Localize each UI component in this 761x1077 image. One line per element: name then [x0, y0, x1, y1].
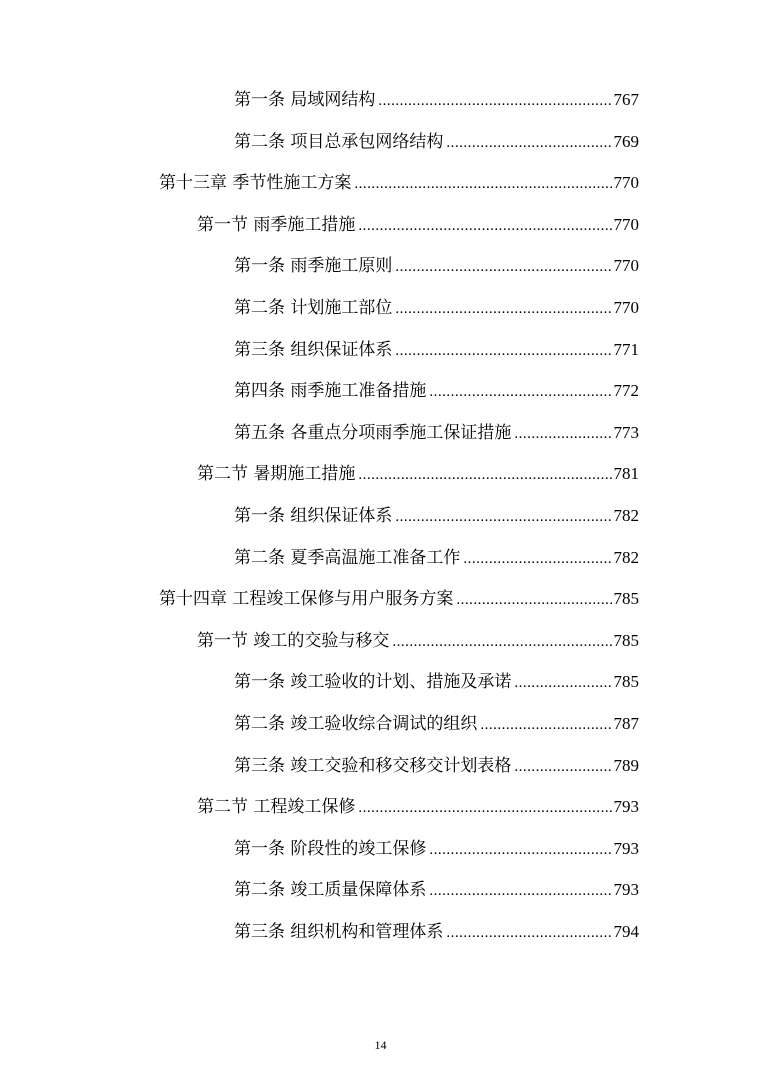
toc-entry-page: 782 — [613, 506, 639, 525]
toc-entry-title: 第二条 计划施工部位 — [234, 298, 393, 318]
toc-entry[interactable] — [197, 462, 639, 487]
toc-entry[interactable] — [234, 379, 639, 404]
page-number: 14 — [374, 1038, 387, 1052]
toc-entry-title: 第三条 组织保证体系 — [234, 339, 393, 360]
toc-entry-title: 第三条 竣工交验和移交移交计划表格 — [234, 755, 512, 776]
toc-entry-page: 771 — [613, 339, 639, 359]
toc-entry-title: 第一条 雨季施工原则 — [234, 256, 393, 277]
toc-dot-leader — [463, 547, 611, 571]
toc-dot-leader — [429, 380, 611, 404]
toc-entry[interactable] — [234, 296, 639, 321]
toc-dot-leader — [480, 713, 611, 737]
toc-dot-leader — [456, 588, 611, 612]
toc-entry[interactable] — [234, 421, 639, 446]
toc-entry[interactable] — [234, 920, 639, 945]
toc-entry[interactable] — [234, 754, 639, 779]
toc-entry-title: 第二条 竣工验收综合调试的组织 — [234, 714, 478, 734]
toc-dot-leader — [446, 131, 611, 155]
toc-dot-leader — [354, 172, 611, 196]
toc-entry[interactable] — [159, 587, 639, 612]
toc-dot-leader — [395, 297, 611, 321]
toc-entry-title: 第一节 雨季施工措施 — [197, 214, 356, 235]
toc-entry[interactable] — [234, 712, 639, 737]
toc-entry-page: 767 — [613, 90, 639, 109]
toc-dot-leader — [429, 879, 611, 903]
toc-entry[interactable] — [197, 795, 639, 820]
toc-entry-title: 第二节 暑期施工措施 — [197, 464, 356, 485]
toc-entry-title: 第一条 竣工验收的计划、措施及承诺 — [234, 672, 512, 693]
toc-entry-title: 第十四章 工程竣工保修与用户服务方案 — [159, 589, 454, 610]
toc-entry-title: 第二条 夏季高温施工准备工作 — [234, 547, 461, 568]
toc-entry[interactable] — [197, 213, 639, 238]
toc-entry-page: 782 — [613, 547, 639, 567]
toc-entry-title: 第三条 组织机构和管理体系 — [234, 922, 444, 942]
toc-dot-leader — [358, 463, 611, 487]
toc-entry[interactable] — [234, 254, 639, 279]
toc-entry-page: 785 — [613, 589, 639, 609]
toc-entry-page: 769 — [613, 131, 639, 151]
toc-dot-leader — [395, 505, 611, 529]
toc-entry-page: 770 — [613, 298, 639, 317]
toc-entry[interactable] — [234, 130, 639, 155]
toc-dot-leader — [378, 89, 611, 113]
toc-entry-title: 第一条 局域网结构 — [234, 90, 376, 110]
toc-entry[interactable] — [234, 504, 639, 529]
toc-entry[interactable] — [234, 546, 639, 571]
toc-entry-title: 第二条 竣工质量保障体系 — [234, 880, 427, 901]
toc-dot-leader — [446, 921, 611, 945]
toc-entry-title: 第一条 阶段性的竣工保修 — [234, 838, 427, 859]
toc-entry-title: 第五条 各重点分项雨季施工保证措施 — [234, 422, 512, 443]
toc-entry-page: 770 — [613, 214, 639, 234]
toc-entry-title: 第二节 工程竣工保修 — [197, 797, 356, 818]
toc-entry-page: 789 — [613, 755, 639, 775]
toc-dot-leader — [514, 422, 611, 446]
toc-entry-page: 781 — [613, 464, 639, 484]
toc-entry[interactable] — [159, 171, 639, 196]
toc-entry-page: 785 — [613, 630, 639, 650]
toc-entry-page: 785 — [613, 672, 639, 692]
toc-entry-page: 770 — [613, 256, 639, 276]
toc-dot-leader — [395, 339, 611, 363]
toc-dot-leader — [358, 796, 611, 820]
toc-entry[interactable] — [234, 88, 639, 113]
toc-entry[interactable] — [234, 837, 639, 862]
toc-dot-leader — [358, 214, 611, 238]
toc-entry-title: 第四条 雨季施工准备措施 — [234, 381, 427, 402]
toc-entry-page: 793 — [613, 838, 639, 858]
toc-entry-page: 770 — [613, 173, 639, 193]
toc-entry[interactable] — [234, 338, 639, 363]
toc-entry-page: 793 — [613, 880, 639, 900]
toc-entry-page: 787 — [613, 714, 639, 733]
toc-entry-page: 773 — [613, 422, 639, 442]
toc-entry-page: 793 — [613, 797, 639, 817]
toc-entry-page: 794 — [613, 922, 639, 941]
toc-dot-leader — [392, 630, 611, 654]
toc-entry[interactable] — [197, 629, 639, 654]
toc-dot-leader — [514, 755, 611, 779]
toc-entry[interactable] — [234, 670, 639, 695]
toc-entry-title: 第一节 竣工的交验与移交 — [197, 630, 390, 651]
toc-entry-title: 第十三章 季节性施工方案 — [159, 173, 352, 194]
toc-dot-leader — [395, 255, 611, 279]
toc-entry-page: 772 — [613, 381, 639, 401]
toc-dot-leader — [514, 671, 611, 695]
toc-entry-title: 第一条 组织保证体系 — [234, 506, 393, 526]
toc-dot-leader — [429, 838, 611, 862]
toc-entry-title: 第二条 项目总承包网络结构 — [234, 131, 444, 152]
toc-entry[interactable] — [234, 878, 639, 903]
